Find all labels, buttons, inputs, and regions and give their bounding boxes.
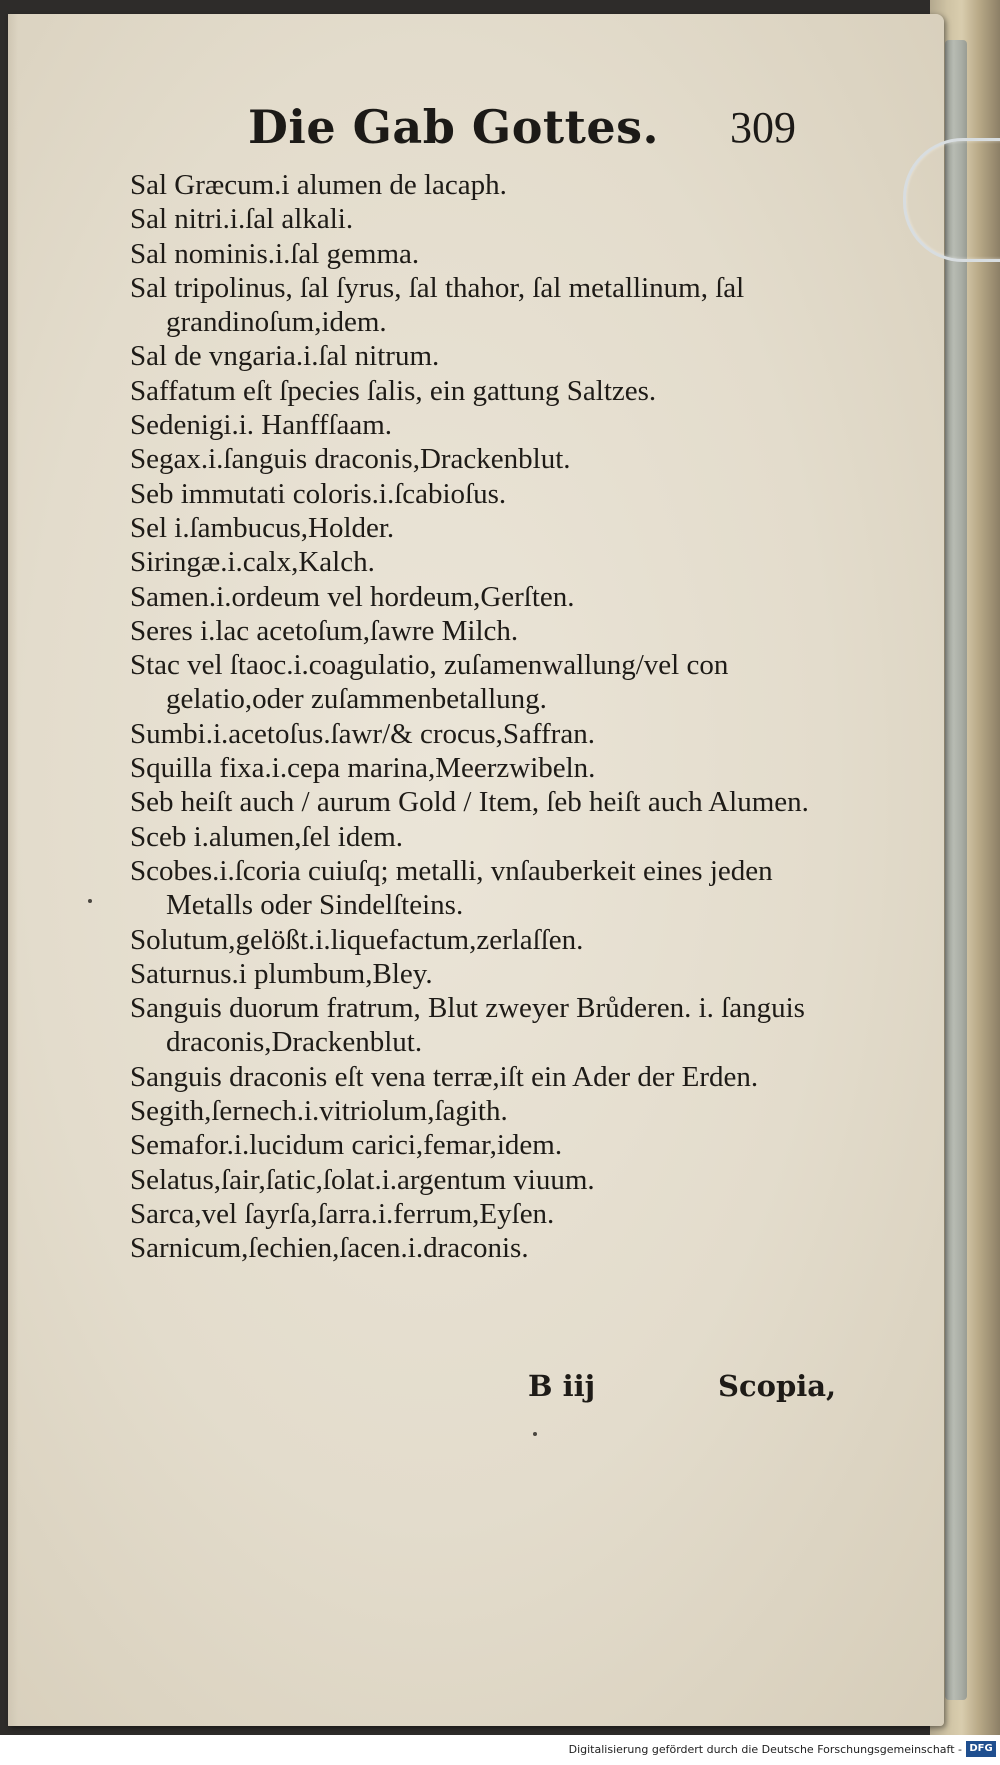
glossary-entry: Selatus,ſair,ſatic,ſolat.i.argentum viuum.: [130, 1163, 595, 1196]
glossary-entry: Siringæ.i.calx,Kalch.: [130, 546, 375, 579]
glossary-entry: Sanguis draconis eſt vena terræ,iſt ein Ader der Erden.: [130, 1060, 759, 1093]
glossary-entry: Sel i.ſambucus,Holder.: [130, 511, 395, 544]
glossary-entry: Squilla fixa.i.cepa marina,Meerzwibeln.: [130, 752, 596, 785]
glossary-entry: Sal tripolinus, ſal ſyrus, ſal thahor, ſal metallinum, ſal grandinoſum,idem.: [130, 271, 745, 339]
book-spine-edge: [945, 40, 967, 1700]
digitization-notice: Digitalisierung gefördert durch die Deutsche Forschungsgemeinschaft -: [568, 1743, 962, 1756]
glossary-entry: Sarnicum,ſechien,ſacen.i.draconis.: [130, 1232, 529, 1265]
page-number: 309: [730, 103, 796, 152]
catchword: Scopia,: [718, 1369, 837, 1403]
glossary-entry: Samen.i.ordeum vel hordeum,Gerſten.: [130, 580, 575, 613]
book-page: [8, 14, 944, 1726]
glossary-entry: Scobes.i.ſcoria cuiuſq; metalli, vnſauberkeit eines jeden Metalls oder Sindelſteins.: [130, 854, 773, 922]
glossary-entry: Sceb i.alumen,ſel idem.: [130, 820, 404, 853]
glossary-entry: Seres i.lac acetoſum,ſawre Milch.: [130, 614, 519, 647]
signature-mark: B iij: [528, 1369, 596, 1403]
glossary-entry: Sarca,vel ſayrſa,ſarra.i.ferrum,Eyſen.: [130, 1197, 555, 1230]
glossary-entry: Sedenigi.i. Hanffſaam.: [130, 409, 393, 442]
glossary-entry: Sal de vngaria.i.ſal nitrum.: [130, 340, 440, 373]
running-head: Die Gab Gottes.: [248, 100, 660, 154]
glossary-entry: Semafor.i.lucidum carici,femar,idem.: [130, 1129, 563, 1162]
glossary-entry-list: [130, 168, 850, 1266]
glossary-entry: Solutum,gelößt.i.liquefactum,zerlaſſen.: [130, 923, 584, 956]
glossary-entry: Segax.i.ſanguis draconis,Drackenblut.: [130, 443, 571, 476]
glossary-entry: Sal nominis.i.ſal gemma.: [130, 237, 420, 270]
glossary-entry: Sal Græcum.i alumen de lacaph.: [130, 169, 507, 201]
digitization-footer: [0, 1735, 1000, 1765]
glossary-entry: Seb heiſt auch / aurum Gold / Item, ſeb heiſt auch Alumen.: [130, 786, 809, 819]
glossary-entry: Segith,ſernech.i.vitriolum,ſagith.: [130, 1095, 508, 1128]
glossary-entry: Sal nitri.i.ſal alkali.: [130, 203, 354, 236]
glossary-entry: Saffatum eſt ſpecies ſalis, ein gattung Saltzes.: [130, 374, 657, 407]
glossary-entry: Stac vel ſtaoc.i.coagulatio, zuſamenwallung/vel con gelatio,oder zuſammenbetallung.: [130, 649, 729, 716]
glossary-entry: Seb immutati coloris.i.ſcabioſus.: [130, 477, 507, 510]
glossary-entry: Sumbi.i.acetoſus.ſawr/& crocus,Saffran.: [130, 717, 595, 750]
glossary-entry: Saturnus.i plumbum,Bley.: [130, 957, 433, 990]
ink-speck: [88, 899, 92, 903]
glossary-entry: Sanguis duorum fratrum, Blut zweyer Brůderen. i. ſanguis draconis,Drackenblut.: [130, 992, 805, 1059]
ink-speck: [533, 1432, 537, 1436]
dfg-logo: DFG: [966, 1741, 996, 1757]
